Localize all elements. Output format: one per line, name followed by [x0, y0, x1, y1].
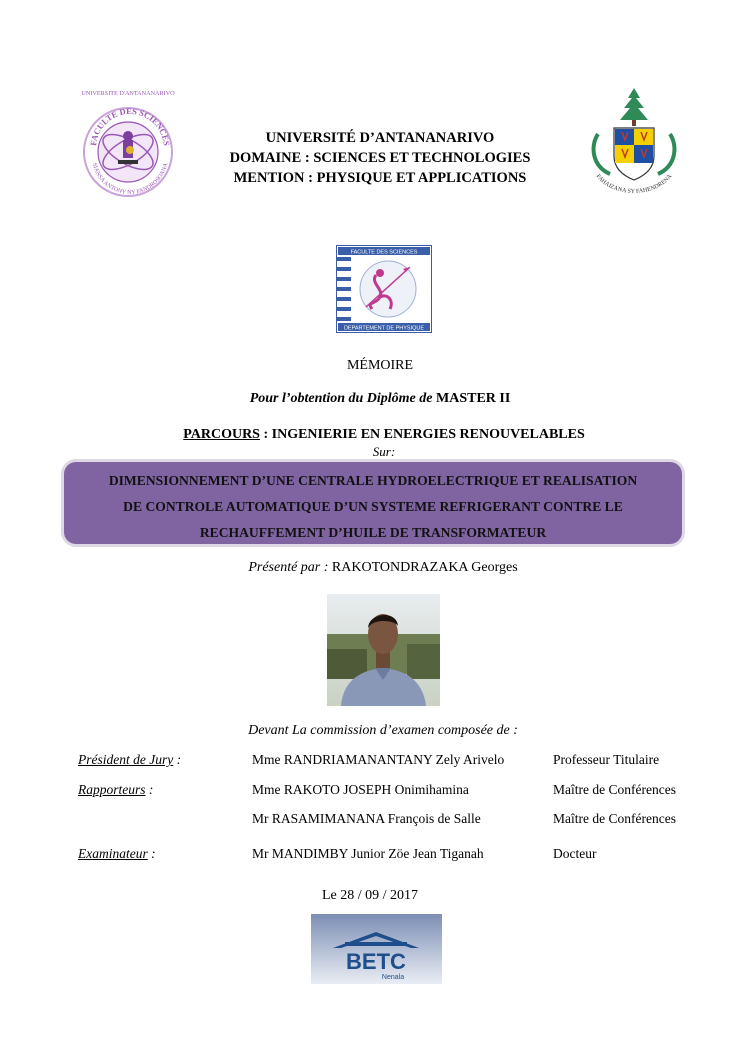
memoire-heading: MÉMOIRE	[346, 358, 414, 373]
mention-line: MENTION : PHYSIQUE ET APPLICATIONS	[233, 170, 527, 186]
thesis-title-line-1: DIMENSIONNEMENT D’UNE CENTRALE HYDROELECTRIQUE ET REALISATION	[108, 473, 638, 488]
betc-logo	[311, 914, 442, 984]
seal-university-text: UNIVERSITE D'ANTANANARIVO	[81, 90, 175, 97]
jury-name-examinateur: Mr MANDIMBY Junior Zöe Jean Tiganah	[252, 846, 484, 861]
university-coat-of-arms	[580, 86, 688, 204]
presenter-name: RAKOTONDRAZAKA Georges	[328, 560, 518, 575]
jury-name-rapporteur-2: Mr RASAMIMANANA François de Salle	[252, 811, 481, 826]
coat-motto-text: FAHAIZANA SY FAHENDRENA	[594, 173, 674, 195]
dept-logo-top-text: FACULTE DES SCIENCES	[350, 249, 418, 256]
betc-logo-text: BETC	[346, 949, 406, 974]
university-name: UNIVERSITÉ D’ANTANANARIVO	[265, 130, 495, 146]
diploma-degree: MASTER II	[436, 391, 511, 406]
parcours-value: : INGENIERIE EN ENERGIES RENOUVELABLES	[259, 427, 585, 442]
diploma-prefix: Pour l’obtention du Diplôme de	[249, 391, 433, 406]
institution-header	[170, 128, 590, 188]
thesis-title	[64, 468, 682, 546]
parcours-line	[0, 427, 745, 443]
jury-role-president: Président de Jury :	[78, 752, 182, 767]
defense-date: Le 28 / 09 / 2017	[321, 888, 419, 903]
jury-role-examinateur: Examinateur :	[78, 846, 156, 861]
jury-name-president: Mme RANDRIAMANANTANY Zely Arivelo	[252, 752, 505, 767]
presented-label: Présenté par :	[248, 560, 329, 575]
jury-grade-examinateur: Docteur	[553, 846, 597, 861]
presented-by-line	[0, 560, 745, 576]
thesis-title-line-3: RECHAUFFEMENT D’HUILE DE TRANSFORMATEUR	[199, 525, 547, 540]
jury-name-rapporteur-1: Mme RAKOTO JOSEPH Onimihamina	[252, 782, 469, 797]
svg-text:SIANSA ANTONY NY FANDROSOANA: SIANSA ANTONY NY FANDROSOANA	[90, 162, 170, 197]
thesis-title-line-2: DE CONTROLE AUTOMATIQUE D’UN SYSTEME REFRIGERANT CONTRE LE	[123, 499, 623, 514]
diploma-line	[0, 391, 745, 407]
jury-grade-president: Professeur Titulaire	[553, 752, 660, 767]
jury-grade-rapporteur-1: Maître de Conférences	[553, 782, 676, 797]
physics-department-logo	[336, 245, 432, 333]
betc-logo-subtext: Nenala	[381, 974, 405, 981]
dept-logo-bottom-text: DEPARTEMENT DE PHYSIQUE	[343, 325, 425, 332]
domain-line: DOMAINE : SCIENCES ET TECHNOLOGIES	[229, 150, 531, 166]
commission-intro: Devant La commission d’examen composée de :	[248, 723, 518, 738]
jury-role-rapporteurs: Rapporteurs :	[78, 782, 154, 797]
svg-text:FACULTE DES SCIENCES: FACULTE DES SCIENCES	[88, 105, 172, 147]
sur-label: Sur:	[372, 444, 396, 459]
parcours-label: PARCOURS	[183, 427, 260, 442]
author-photo	[327, 594, 440, 706]
faculty-seal-logo	[74, 88, 182, 206]
jury-grade-rapporteur-2: Maître de Conférences	[553, 811, 676, 826]
